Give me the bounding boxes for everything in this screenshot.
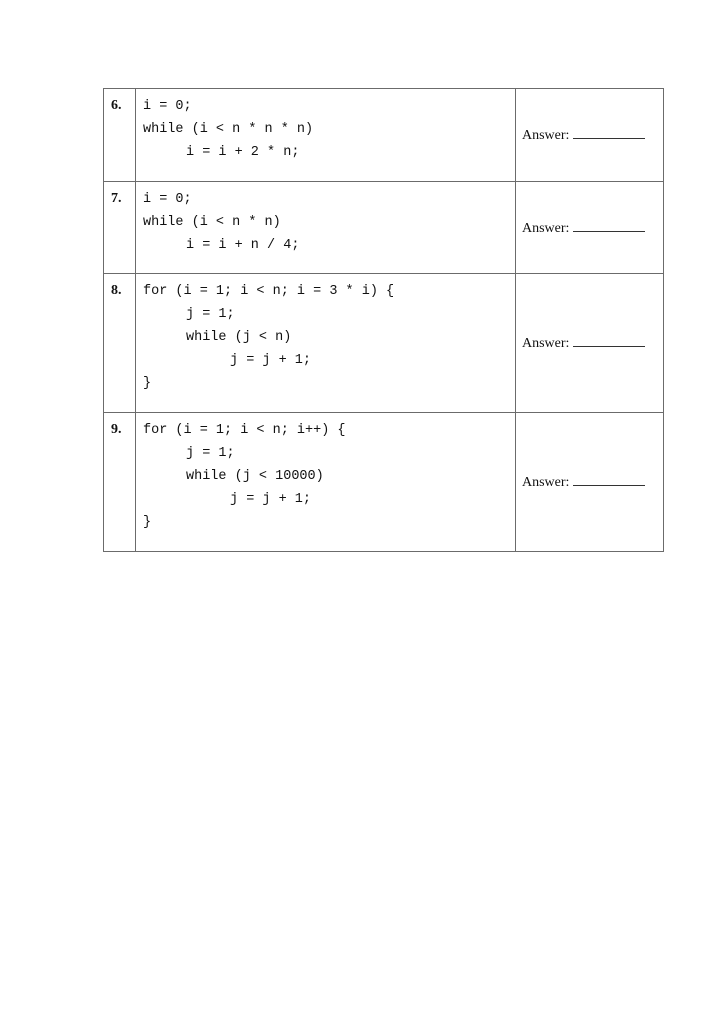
answer-label: Answer:: [522, 336, 570, 351]
problem-row-7: [104, 182, 664, 274]
problem-number: 6.: [104, 89, 136, 182]
code-block: [136, 413, 516, 552]
problem-number: 7.: [104, 182, 136, 274]
answer-label: Answer:: [522, 475, 570, 490]
code-line: i = i + n / 4;: [186, 238, 300, 253]
code-line: }: [143, 376, 152, 391]
problem-row-9: [104, 413, 664, 552]
answer-cell: [516, 274, 664, 413]
answer-blank[interactable]: [573, 219, 645, 232]
code-line: j = 1;: [186, 446, 235, 461]
code-line: j = 1;: [186, 307, 235, 322]
answer-cell: [516, 413, 664, 552]
code-line: while (i < n * n * n): [143, 122, 314, 137]
problem-row-8: [104, 274, 664, 413]
answer-label: Answer:: [522, 128, 570, 143]
code-line: while (i < n * n): [143, 215, 281, 230]
code-line: i = 0;: [143, 192, 192, 207]
code-line: for (i = 1; i < n; i++) {: [143, 423, 346, 438]
code-block: [136, 182, 516, 274]
code-block: [136, 274, 516, 413]
answer-cell: [516, 182, 664, 274]
code-line: i = i + 2 * n;: [186, 145, 300, 160]
code-line: j = j + 1;: [230, 353, 312, 368]
code-line: for (i = 1; i < n; i = 3 * i) {: [143, 284, 395, 299]
answer-cell: [516, 89, 664, 182]
answer-blank[interactable]: [573, 126, 645, 139]
code-line: }: [143, 515, 152, 530]
code-block: [136, 89, 516, 182]
code-line: i = 0;: [143, 99, 192, 114]
problem-number: 8.: [104, 274, 136, 413]
answer-blank[interactable]: [573, 334, 645, 347]
code-line: j = j + 1;: [230, 492, 312, 507]
problem-row-6: [104, 89, 664, 182]
code-line: while (j < n): [186, 330, 292, 345]
problem-table: [103, 88, 664, 552]
answer-label: Answer:: [522, 220, 570, 236]
problem-number: 9.: [104, 413, 136, 552]
answer-blank[interactable]: [573, 473, 645, 486]
code-line: while (j < 10000): [186, 469, 324, 484]
